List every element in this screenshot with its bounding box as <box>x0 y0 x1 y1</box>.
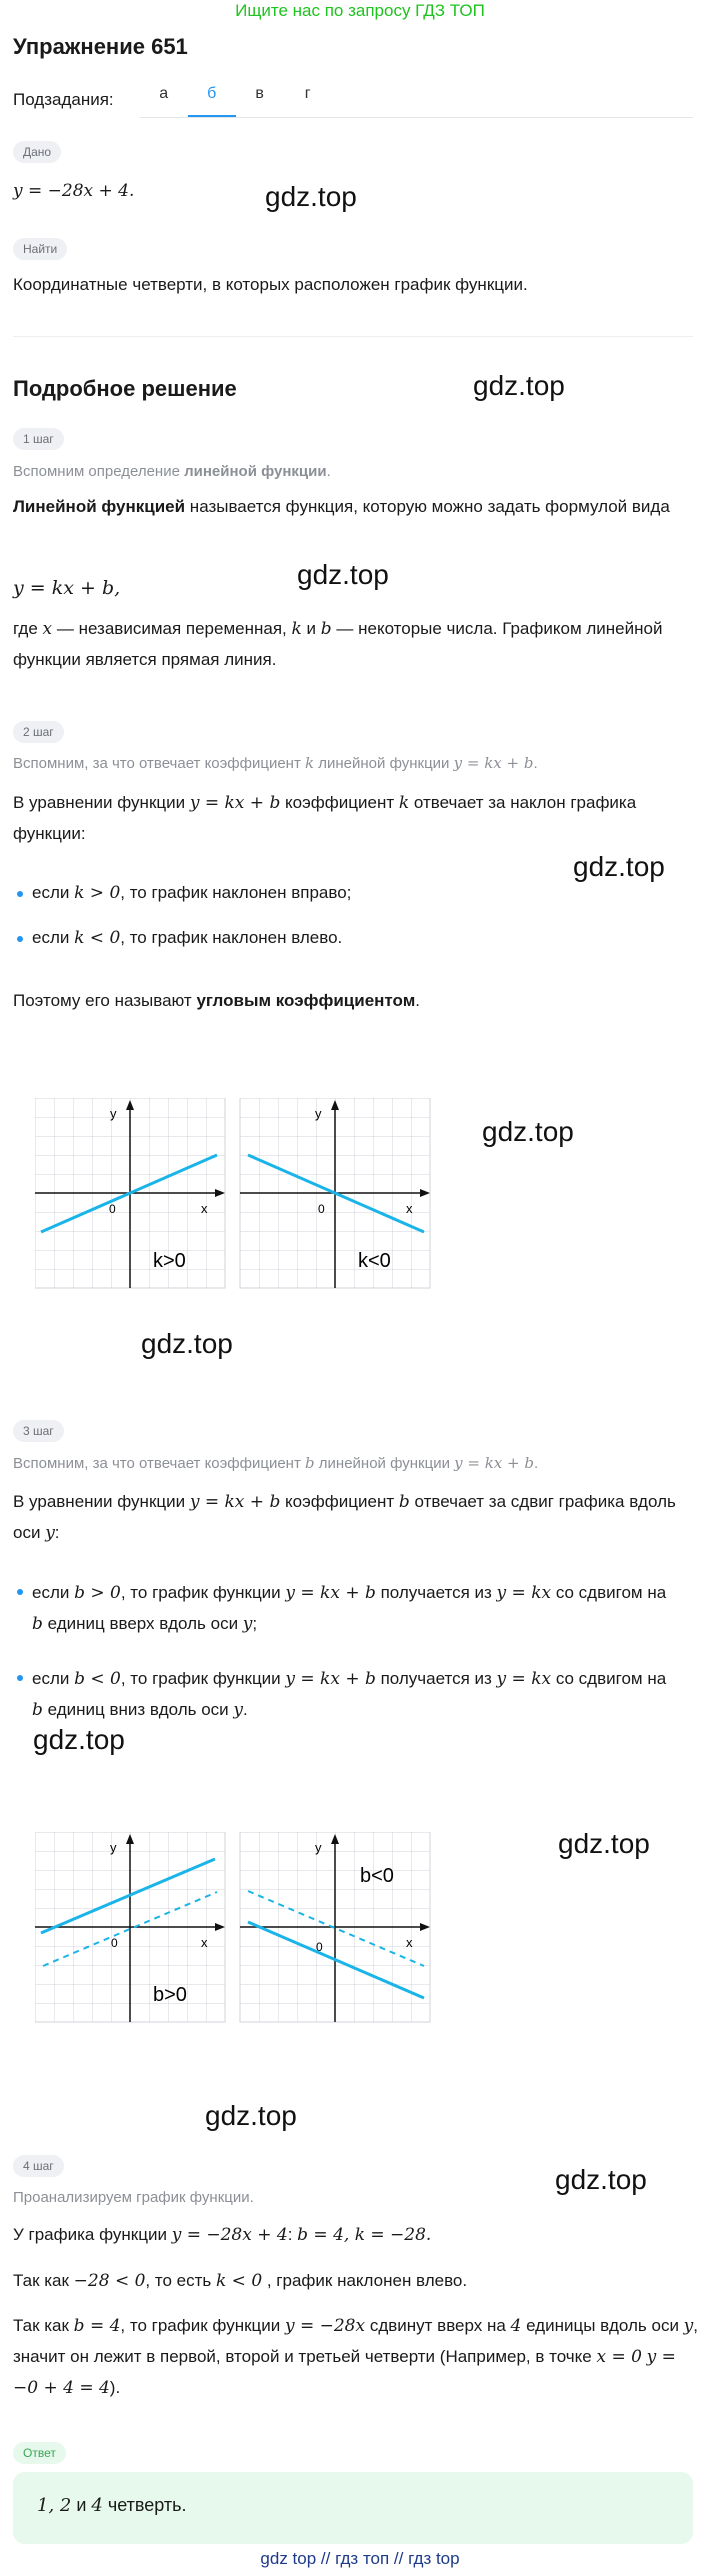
hint-var: k <box>305 754 315 772</box>
b-text: единиц вверх вдоль оси <box>42 1613 243 1633</box>
step4-values <box>13 2222 703 2248</box>
b-math: b < 0 <box>74 1669 121 1689</box>
watermark: gdz.top <box>473 370 565 401</box>
b-text: , то график наклонен влево. <box>120 928 343 947</box>
subtasks-bar <box>13 82 693 118</box>
b-math: y = kx <box>496 1669 552 1689</box>
x-axis-label: x <box>201 1201 208 1216</box>
hint-text: . <box>533 755 538 772</box>
step3-chip: 3 шаг <box>13 1420 64 1442</box>
y-axis-label: y <box>110 1106 117 1121</box>
p-math: b = 4, k = −28. <box>297 2225 432 2245</box>
subtasks-label: Подзадания: <box>13 89 114 109</box>
var-k: k <box>291 619 302 639</box>
step4-hint: Проанализируем график функции. <box>13 2189 254 2206</box>
subtask-tabs <box>140 82 693 118</box>
y-axis-label: y <box>315 1106 322 1121</box>
c-text: Поэтому его называют <box>13 991 197 1010</box>
where-text: — некоторые числа. Графиком линейной функции является прямая линия. <box>13 619 663 669</box>
page-title: Упражнение 651 <box>13 34 188 59</box>
watermark: gdz.top <box>205 2100 297 2131</box>
tab-b[interactable]: б <box>188 82 236 117</box>
step4-chip: 4 шаг <box>13 2155 64 2177</box>
answer-box <box>13 2472 693 2544</box>
p-text: единицы вдоль оси <box>521 2316 684 2335</box>
hint-text: линейной функции <box>314 755 454 772</box>
step2-bullet-negative <box>32 925 672 951</box>
p-text: : <box>54 1522 60 1542</box>
find-chip: Найти <box>13 238 67 260</box>
watermark: gdz.top <box>141 1328 233 1359</box>
step4-slope <box>13 2268 703 2294</box>
step3-bullet-positive <box>32 1578 672 1640</box>
step1-definition <box>13 492 703 522</box>
watermark: gdz.top <box>33 1724 125 1755</box>
p-text: коэффициент <box>280 1492 399 1511</box>
where-text: где <box>13 619 43 638</box>
where-text: — независимая переменная, <box>52 619 292 638</box>
b-text: , то график функции <box>120 1583 286 1602</box>
p-var: b <box>398 1492 410 1512</box>
step1-where <box>13 614 703 675</box>
var-b: b <box>320 619 332 639</box>
hint-var: b <box>305 1454 315 1472</box>
p-var: k <box>398 793 410 813</box>
answer-text: четверть. <box>102 2495 187 2515</box>
p-text: У графика функции <box>13 2225 172 2244</box>
b-math: y = kx <box>496 1583 552 1603</box>
b-text: если <box>32 1583 75 1602</box>
p-math: 4 <box>510 2316 522 2336</box>
b-math: b <box>32 1699 43 1720</box>
x-axis-label: x <box>406 1935 413 1950</box>
step1-hint <box>13 460 703 483</box>
b-text: единиц вниз вдоль оси <box>42 1699 234 1719</box>
graph-k-positive <box>35 1098 225 1288</box>
graph-b-negative <box>240 1832 430 2022</box>
where-text: и <box>301 619 321 638</box>
p-var: y <box>45 1522 55 1543</box>
step3-bullet-negative <box>32 1664 672 1726</box>
hint-text: линейной функции <box>314 1455 455 1472</box>
step2-paragraph <box>13 788 703 849</box>
b-math: y = kx + b <box>285 1583 376 1603</box>
b-math: k > 0 <box>74 883 121 903</box>
step2-bullet-positive <box>32 880 672 906</box>
b-text: со сдвигом на <box>551 1669 667 1688</box>
origin-label: 0 <box>111 1936 118 1950</box>
x-axis-label: x <box>406 1201 413 1216</box>
origin-label: 0 <box>109 1202 116 1216</box>
p-text: ). <box>109 2377 121 2397</box>
c-bold: угловым коэффициентом <box>196 991 416 1010</box>
watermark: gdz.top <box>555 2164 647 2195</box>
footer-links[interactable]: gdz top // гдз топ // гдз top <box>260 2549 460 2568</box>
slope-graphs <box>35 1098 435 1291</box>
p-text: В уравнении функции <box>13 1492 190 1511</box>
hint-text: . <box>533 1455 539 1472</box>
step2-chip: 2 шаг <box>13 721 64 743</box>
b-math: y = kx + b <box>285 1669 376 1689</box>
step4-shift <box>13 2311 703 2403</box>
origin-label: 0 <box>316 1940 323 1954</box>
p-text: сдвинут вверх на <box>365 2316 511 2335</box>
watermark: gdz.top <box>482 1116 574 1147</box>
b-text: . <box>243 1699 248 1719</box>
answer-chip: Ответ <box>13 2442 66 2464</box>
b-math: y <box>242 1613 253 1634</box>
hint-formula: y = kx + b <box>453 754 534 772</box>
p-text: , то график функции <box>120 2316 285 2335</box>
b-text: ; <box>252 1613 258 1633</box>
step2-conclusion <box>13 988 703 1014</box>
step1-formula: y = kx + b, <box>13 577 121 599</box>
hint-text: Вспомним определение <box>13 463 185 480</box>
answer-text: и <box>71 2495 92 2515</box>
tab-v[interactable]: в <box>255 85 264 102</box>
hint-text: Вспомним, за что отвечает коэффициент <box>13 1455 305 1472</box>
hint-text: Вспомним, за что отвечает коэффициент <box>13 755 305 772</box>
step3-hint <box>13 1452 703 1475</box>
p-formula: y = kx + b <box>189 793 281 813</box>
hint-text: . <box>326 463 331 480</box>
b-math: k < 0 <box>74 928 121 948</box>
p-text: отвечает за наклон графика функции: <box>13 793 637 843</box>
p-text: коэффициент <box>280 793 399 812</box>
p-text: В уравнении функции <box>13 793 190 812</box>
p-text: отвечает за сдвиг графика вдоль оси <box>13 1492 676 1542</box>
b-negative-label: b<0 <box>360 1865 394 1887</box>
k-negative-label: k<0 <box>358 1250 391 1272</box>
watermark: gdz.top <box>297 559 389 590</box>
p-text: , график наклонен влево. <box>262 2271 468 2290</box>
y-axis-label: y <box>315 1840 322 1855</box>
p-math: y = −28x <box>284 2316 366 2336</box>
p-text: Так как <box>13 2316 74 2335</box>
b-text: получается из <box>375 1583 497 1602</box>
b-text: , то график функции <box>120 1669 286 1688</box>
shift-graphs <box>35 1832 435 2025</box>
answer-math: 4 <box>91 2495 103 2516</box>
b-text: если <box>32 928 75 947</box>
step1-chip: 1 шаг <box>13 428 64 450</box>
def-text: называется функция, которую можно задать формулой вида <box>185 497 670 516</box>
step3-paragraph <box>13 1487 703 1549</box>
origin-label: 0 <box>318 1202 325 1216</box>
answer-math: 1, 2 <box>37 2495 72 2516</box>
def-term: Линейной функцией <box>13 497 186 516</box>
p-text: , значит он лежит в первой, второй и третьей четверти (Например, в точке <box>13 2316 699 2366</box>
find-text: Координатные четверти, в которых расположен график функции. <box>13 275 528 294</box>
watermark: gdz.top <box>265 181 357 212</box>
solution-title: Подробное решение <box>13 376 237 401</box>
b-text: получается из <box>375 1669 497 1688</box>
b-text: если <box>32 883 75 902</box>
tab-g[interactable]: г <box>304 85 311 102</box>
b-text: со сдвигом на <box>551 1583 667 1602</box>
given-formula: y = −28x + 4. <box>13 181 135 201</box>
graph-b-positive <box>35 1832 225 2022</box>
p-math: k < 0 <box>215 2271 263 2291</box>
tab-a[interactable]: а <box>159 85 169 102</box>
watermark: gdz.top <box>573 851 665 882</box>
p-formula: y = −28x + 4 <box>171 2225 288 2245</box>
b-text: если <box>32 1669 75 1688</box>
p-math: y = −0 + 4 = 4 <box>13 2346 676 2398</box>
step2-hint <box>13 752 703 775</box>
b-math: y <box>233 1699 244 1720</box>
divider <box>13 336 693 337</box>
y-axis-label: y <box>110 1840 117 1855</box>
b-positive-label: b>0 <box>153 1984 187 2006</box>
var-x: x <box>42 619 53 639</box>
p-math: y <box>683 2316 694 2336</box>
x-axis-label: x <box>201 1935 208 1950</box>
p-math: b = 4 <box>73 2316 121 2336</box>
b-math: b <box>32 1613 43 1634</box>
p-text: , то есть <box>145 2271 216 2290</box>
p-math: −28 < 0 <box>73 2271 146 2291</box>
p-text: : <box>287 2225 298 2244</box>
given-chip: Дано <box>13 141 61 163</box>
p-math: x = 0 <box>596 2346 642 2367</box>
search-banner[interactable]: Ищите нас по запросу ГДЗ ТОП <box>235 1 485 20</box>
p-text: Так как <box>13 2271 74 2290</box>
b-text: , то график наклонен вправо; <box>120 883 352 902</box>
p-formula: y = kx + b <box>189 1492 281 1512</box>
c-text: . <box>415 991 421 1010</box>
k-positive-label: k>0 <box>153 1250 186 1272</box>
graph-k-negative <box>240 1098 430 1288</box>
hint-bold: линейной функции <box>184 463 327 480</box>
watermark: gdz.top <box>558 1828 650 1859</box>
b-math: b > 0 <box>74 1583 121 1603</box>
hint-formula: y = kx + b <box>454 1454 534 1472</box>
